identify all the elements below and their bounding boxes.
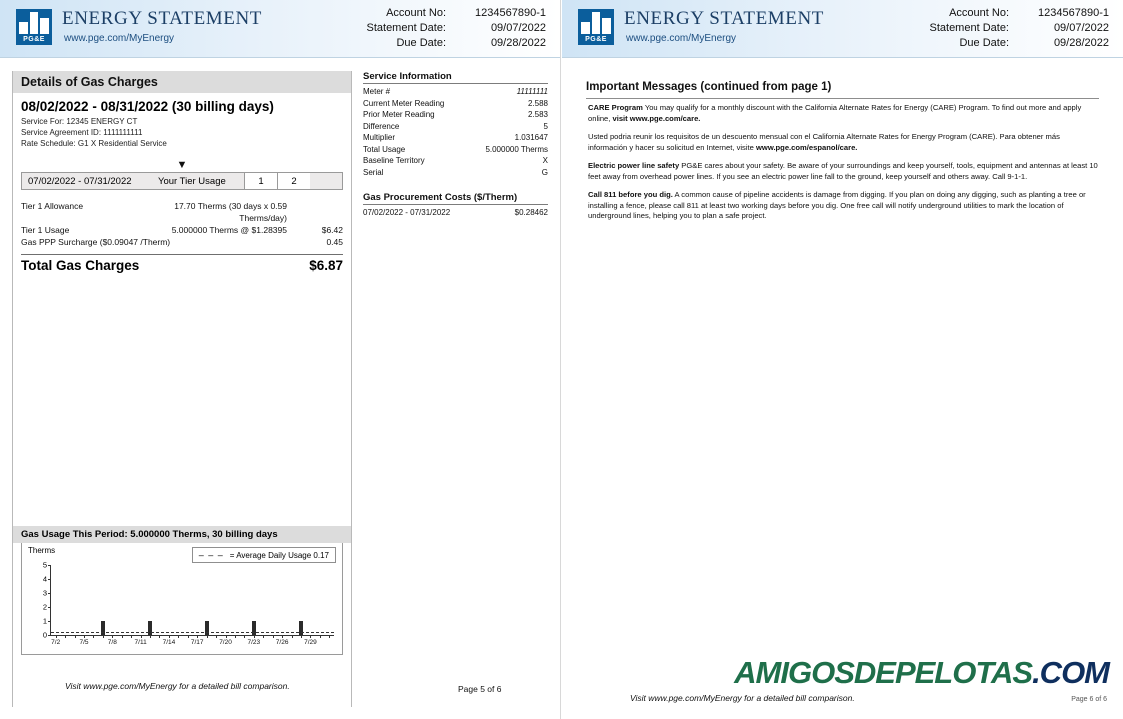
message-paragraph: CARE Program You may qualify for a monthly discount with the California Alternate Rates for Energy (CARE) Program. To find out more and apply online, visit www.pge.com/care. [588, 103, 1082, 123]
chart-x-tickmark [216, 635, 217, 638]
chart-x-tickmark [188, 635, 189, 638]
service-info-value: 11111111 [516, 87, 548, 96]
chart-x-tick: 7/29 [304, 639, 317, 646]
chart-average-line [51, 632, 334, 633]
chart-bar [252, 621, 256, 635]
service-info-value: 1.031647 [514, 133, 548, 142]
watermark-domain: .COM [1032, 655, 1109, 690]
line-desc: Tier 1 Allowance [21, 201, 84, 211]
chart-x-tickmark [122, 635, 123, 638]
page-number-right: Page 6 of 6 [1071, 696, 1107, 703]
chart-legend [192, 547, 336, 563]
service-agreement-id: Service Agreement ID: 1111111111 [21, 128, 143, 137]
service-info-key: Prior Meter Reading [363, 110, 435, 119]
chart-x-tickmark [207, 635, 208, 638]
service-info-key: Total Usage [363, 144, 406, 154]
chart-bar [148, 621, 152, 635]
table-row [21, 200, 343, 224]
chart-x-tickmark [226, 635, 227, 638]
chart-x-tickmark [169, 635, 170, 638]
total-gas-label: Total Gas Charges [21, 258, 140, 273]
chart-x-tickmark [141, 635, 142, 638]
message-paragraph: Call 811 before you dig. A common cause of pipeline accidents is damage from digging. If you plan on doing any digging, such as planting a tree or installing a fence, please call 811 at least two working days before you dig. One free call will notify underground utilities to mark the location of underground lines, helping you to plan a safe project. [588, 190, 1086, 220]
chart-axes [42, 560, 334, 646]
chart-y-tickmark [48, 607, 51, 608]
line-amount [297, 200, 343, 224]
chart-ylabel: Therms [28, 546, 56, 555]
tier-date-range: 07/02/2022 - 07/31/2022 [28, 175, 132, 187]
statement-page-6 [562, 0, 1123, 719]
tier-usage-bar [21, 172, 343, 190]
message-paragraph: Usted podria reunir los requisitos de un descuento mensual con el California Alternate Rates for Energy Program (CARE). Para obtener más información y hacer su solicitud en Internet, visite www.pge.com/espanol/care. [588, 132, 1060, 152]
message-paragraph: Electric power line safety PG&E cares about your safety. Be aware of your surroundings and keep yourself, tools, equipment and antennas at least 10 feet away from overhead power lines. If you see an electric power line fall to the ground, keep yourself and others away. Call 9-1-1. [588, 161, 1098, 181]
line-amount: 0.45 [326, 237, 343, 247]
right-footer-note: Visit www.pge.com/MyEnergy for a detailed bill comparison. [630, 693, 855, 703]
chart-x-tickmark [75, 635, 76, 638]
legend-dash: – – – [198, 550, 224, 560]
chart-y-tick: 2 [42, 602, 47, 612]
due-date-value: 09/28/2022 [1053, 37, 1109, 49]
service-info-row [363, 155, 548, 167]
watermark-main: AMIGOSDEPELOTAS [734, 655, 1033, 690]
chart-x-tickmark [84, 635, 85, 638]
chart-x-tickmark [150, 635, 151, 638]
header-account-meta [367, 6, 547, 51]
gas-charge-lines [13, 200, 351, 248]
table-row [21, 236, 343, 248]
chart-plot-area [21, 543, 343, 655]
page-header-left [0, 0, 560, 58]
account-label: Account No: [949, 7, 1009, 19]
chart-x-tickmark [112, 635, 113, 638]
service-info-value: G [541, 167, 548, 177]
important-messages-body [588, 103, 1101, 230]
line-desc: Gas PPP Surcharge ($0.09047 /Therm) [21, 237, 171, 247]
chart-y-tick: 0 [42, 630, 47, 640]
legend-label: = Average Daily Usage 0.17 [229, 550, 329, 560]
chart-y-tickmark [48, 593, 51, 594]
chart-x-tickmark [244, 635, 245, 638]
service-info-row [363, 132, 548, 144]
tier-pointer-icon: ▼ [176, 159, 188, 171]
chart-x-tick: 7/23 [247, 639, 261, 646]
chart-x-tickmark [282, 635, 283, 638]
service-info-value: 5.000000 Therms [485, 144, 548, 154]
tier-box-2: 2 [277, 173, 310, 189]
chart-bar [299, 621, 303, 635]
gas-procurement-title: Gas Procurement Costs ($/Therm) [363, 192, 548, 205]
service-info-row [363, 167, 548, 179]
gas-charges-band: Details of Gas Charges [13, 71, 351, 93]
watermark [734, 655, 1109, 691]
procurement-period: 07/02/2022 - 07/31/2022 [363, 208, 451, 217]
chart-x-tickmark [310, 635, 311, 638]
chart-y-tickmark [48, 579, 51, 580]
chart-title: Gas Usage This Period: 5.000000 Therms, 30 billing days [13, 526, 351, 543]
gas-procurement-row [363, 207, 548, 219]
chart-x-tickmark [103, 635, 104, 638]
chart-x-tickmark [159, 635, 160, 638]
page-header-right [562, 0, 1123, 58]
service-info-key: Current Meter Reading [363, 98, 445, 108]
chart-x-tickmark [235, 635, 236, 638]
account-value: 1234567890-1 [1038, 7, 1109, 19]
statement-date-value: 09/07/2022 [1053, 22, 1109, 34]
chart-bar [205, 621, 209, 635]
table-row [21, 224, 343, 236]
line-detail: 17.70 Therms (30 days x 0.59 Therms/day) [174, 201, 287, 223]
header-website: www.pge.com/MyEnergy [626, 33, 737, 44]
chart-y-tickmark [48, 635, 51, 636]
due-date-label: Due Date: [396, 37, 446, 49]
page-body-right [562, 59, 1123, 719]
gas-charges-panel [12, 71, 352, 707]
total-gas-charges-row [21, 254, 343, 273]
line-desc: Tier 1 Usage [21, 225, 70, 235]
service-info-value: X [542, 156, 548, 165]
chart-y-tick: 1 [42, 616, 47, 626]
service-info-key: Serial [363, 167, 384, 177]
gas-period-title: 08/02/2022 - 08/31/2022 (30 billing days) [21, 99, 274, 114]
chart-y-tick: 4 [42, 574, 47, 584]
statement-page-5 [0, 0, 561, 719]
line-detail: 5.000000 Therms @ $1.28395 [171, 225, 287, 235]
total-gas-amount: $6.87 [309, 258, 343, 273]
service-info-row [363, 86, 548, 98]
pge-logo-icon [578, 9, 614, 45]
page-title: ENERGY STATEMENT [62, 8, 262, 29]
page-body-left [0, 59, 561, 719]
chart-x-tickmark [292, 635, 293, 638]
logo-label: PG&E [23, 36, 45, 43]
service-info-row [363, 98, 548, 110]
service-info-row [363, 121, 548, 133]
service-info-key: Baseline Territory [363, 156, 425, 165]
chart-x-tickmark [263, 635, 264, 638]
pge-logo-icon [16, 9, 52, 45]
statement-date-value: 09/07/2022 [490, 22, 546, 34]
chart-y-tick: 5 [42, 560, 47, 570]
service-info-value: 2.588 [527, 98, 548, 108]
chart-y-tickmark [48, 621, 51, 622]
page-number-left: Page 5 of 6 [458, 684, 502, 694]
chart-x-tickmark [197, 635, 198, 638]
chart-x-tickmark [301, 635, 302, 638]
header-account-meta [930, 6, 1110, 51]
account-label: Account No: [386, 7, 446, 19]
chart-x-tickmark [131, 635, 132, 638]
divider [586, 98, 1099, 99]
service-information-panel [363, 71, 548, 219]
chart-x-tick: 7/20 [219, 639, 232, 646]
tier-box-1: 1 [244, 173, 277, 189]
important-messages-title: Important Messages (continued from page 1) [586, 81, 832, 93]
left-footer-note: Visit www.pge.com/MyEnergy for a detailed bill comparison. [65, 681, 290, 691]
service-info-key: Meter # [363, 87, 391, 96]
service-for: Service For: 12345 ENERGY CT [21, 117, 138, 126]
tier-usage-label: Your Tier Usage [158, 175, 226, 187]
due-date-label: Due Date: [959, 37, 1009, 49]
statement-date-label: Statement Date: [929, 22, 1009, 34]
chart-x-tickmark [93, 635, 94, 638]
chart-x-tick: 7/26 [275, 639, 289, 646]
chart-y-tickmark [48, 565, 51, 566]
due-date-value: 09/28/2022 [490, 37, 546, 49]
line-amount: $6.42 [321, 225, 343, 235]
chart-y-tick: 3 [42, 588, 47, 598]
chart-bar [101, 621, 105, 635]
service-info-title: Service Information [363, 71, 548, 84]
chart-x-tick: 7/2 [51, 639, 61, 646]
header-website: www.pge.com/MyEnergy [64, 33, 175, 44]
service-info-value: 5 [543, 121, 548, 131]
service-info-key: Difference [363, 121, 400, 131]
chart-x-tick: 7/11 [134, 639, 147, 646]
page-title: ENERGY STATEMENT [624, 8, 824, 29]
chart-x-tickmark [320, 635, 321, 638]
chart-x-tickmark [178, 635, 179, 638]
rate-schedule: Rate Schedule: G1 X Residential Service [21, 139, 167, 148]
chart-x-tickmark [273, 635, 274, 638]
line-detail [231, 236, 297, 248]
service-info-row [363, 144, 548, 156]
account-value: 1234567890-1 [475, 7, 546, 19]
chart-x-tick: 7/5 [79, 639, 89, 646]
service-info-value: 2.583 [527, 110, 548, 119]
chart-x-tickmark [65, 635, 66, 638]
chart-x-tick: 7/14 [162, 639, 176, 646]
chart-x-tick: 7/8 [107, 639, 117, 646]
statement-date-label: Statement Date: [366, 22, 446, 34]
chart-x-tickmark [329, 635, 330, 638]
logo-label: PG&E [585, 36, 607, 43]
service-info-row [363, 109, 548, 121]
procurement-rate: $0.28462 [514, 208, 548, 217]
chart-x-tickmark [254, 635, 255, 638]
chart-x-tickmark [56, 635, 57, 638]
service-info-key: Multiplier [363, 133, 396, 142]
chart-x-tick: 7/17 [190, 639, 204, 646]
gas-usage-chart [13, 526, 351, 655]
